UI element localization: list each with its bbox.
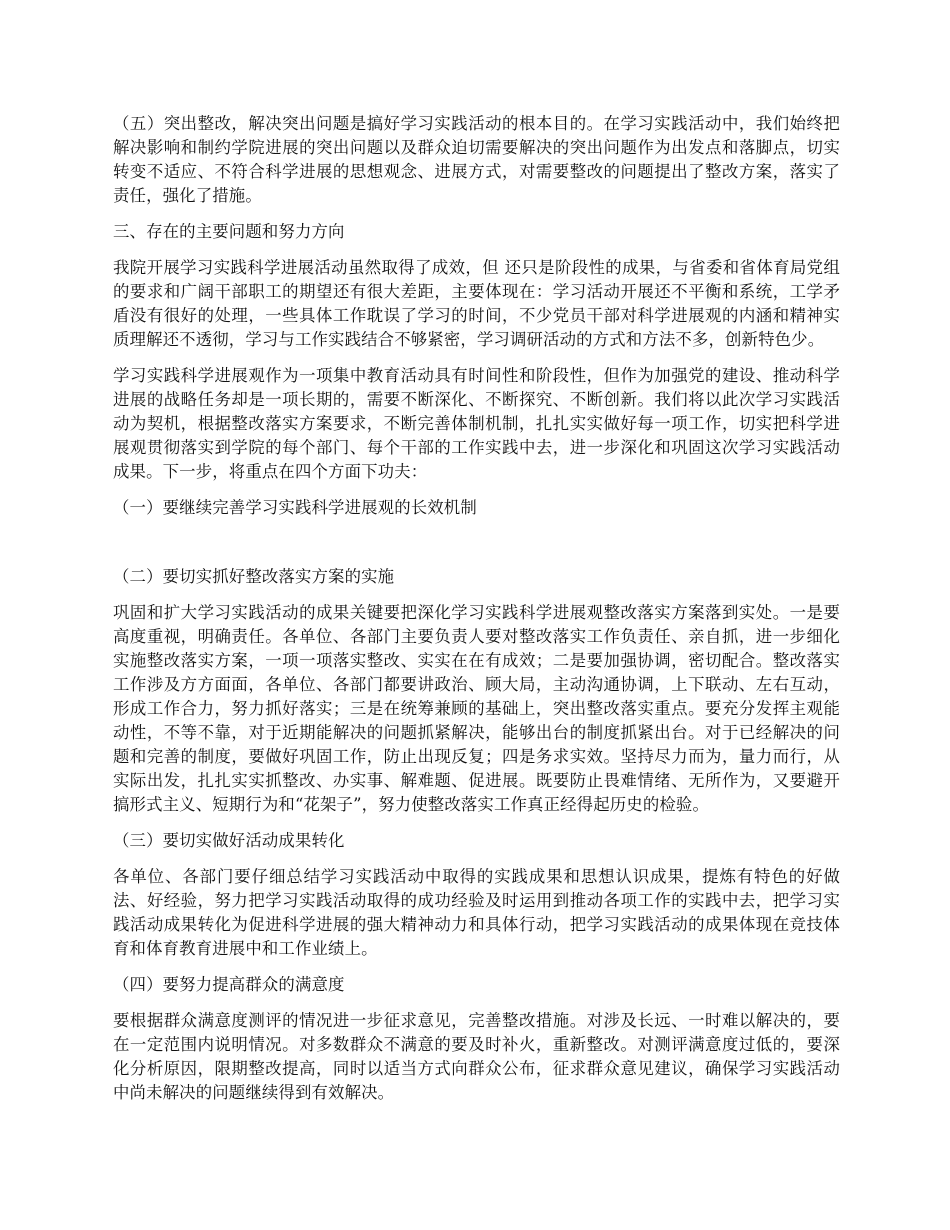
heading-item-2: （二）要切实抓好整改落实方案的实施 [113,567,395,586]
paragraph-problems: 我院开展学习实践科学进展活动虽然取得了成效，但 还只是阶段性的成果，与省委和省体育局党组的要求和广阔干部职工的期望还有很大差距，主要体现在：学习活动开展还不平衡和系统，工学矛盾没有很好的处理，一些具体工作耽误了学习的时间，不少党员干部对科学进展观的内涵和精神实质理解还不透彻，学习与工作实践结合不够紧密，学习调研活动的方式和方法不多，创新特色少。 [113,258,840,349]
paragraph-item-4-body: 要根据群众满意度测评的情况进一步征求意见，完善整改措施。对涉及长远、一时难以解决的，要在一定范围内说明情况。对多数群众不满意的要及时补火，重新整改。对测评满意度过低的，要深化分析原因，限期整改提高，同时以适当方式向群众公布，征求群众意见建议，确保学习实践活动中尚未解决的问题继续得到有效解决。 [113,1011,840,1102]
heading-item-3: （三）要切实做好活动成果转化 [113,831,345,850]
heading-item-4: （四）要努力提高群众的满意度 [113,975,345,994]
paragraph-item-2-body: 巩固和扩大学习实践活动的成果关键要把深化学习实践科学进展观整改落实方案落到实处。一是要高度重视，明确责任。各单位、各部门主要负责人要对整改落实工作负责任、亲自抓，进一步细化实施整改落实方案，一项一项落实整改、实实在在有成效；二是要加强协调，密切配合。整改落实工作涉及方方面面，各单位、各部门都要讲政治、顾大局，主动沟通协调，上下联动、左右互动，形成工作合力，努力抓好落实；三是在统筹兼顾的基础上，突出整改落实重点。要充分发挥主观能动性，不等不靠，对于近期能解决的问题抓紧解决，能够出台的制度抓紧出台。对于已经解决的问题和完善的制度，要做好巩固工作，防止出现反复；四是务求实效。坚持尽力而为，量力而行，从实际出发，扎扎实实抓整改、办实事、解难题、促进展。既要防止畏难情绪、无所作为，又要避开搞形式主义、短期行为和“花架子”，努力使整改落实工作真正经得起历史的检验。 [113,603,840,814]
heading-item-1: （一）要继续完善学习实践科学进展观的长效机制 [113,498,477,517]
paragraph-item-3-body: 各单位、各部门要仔细总结学习实践活动中取得的实践成果和思想认识成果，提炼有特色的好做法、好经验，努力把学习实践活动取得的成功经验及时运用到推动各项工作的实践中去，把学习实践活动成果转化为促进科学进展的强大精神动力和具体行动，把学习实践活动的成果体现在竞技体育和体育教育进展中和工作业绩上。 [113,867,840,958]
heading-problems-and-direction: 三、存在的主要问题和努力方向 [113,222,345,241]
paragraph-long-term-task: 学习实践科学进展观作为一项集中教育活动具有时间性和阶段性，但作为加强党的建设、推动科学进展的战略任务却是一项长期的，需要不断深化、不断探究、不断创新。我们将以此次学习实践活动为契机，根据整改落实方案要求，不断完善体制机制，扎扎实实做好每一项工作，切实把科学进展观贯彻落实到学院的每个部门、每个干部的工作实践中去，进一步深化和巩固这次学习实践活动成果。下一步，将重点在四个方面下功夫： [113,366,840,481]
paragraph-section-5: （五）突出整改，解决突出问题是搞好学习实践活动的根本目的。在学习实践活动中，我们始终把解决影响和制约学院进展的突出问题以及群众迫切需要解决的突出问题作为出发点和落脚点，切实转变不适应、不符合科学进展的思想观念、进展方式，对需要整改的问题提出了整改方案，落实了责任，强化了措施。 [113,114,840,205]
document-page [113,112,840,1105]
